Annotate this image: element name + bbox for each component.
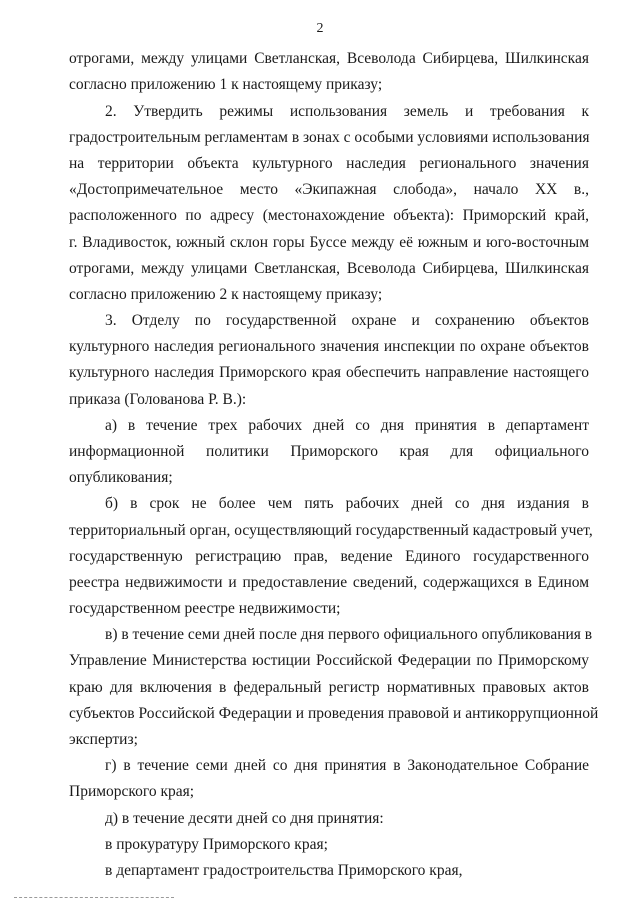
text-line: в) в течение семи дней после дня первого официального опубликования в [105, 626, 593, 643]
scan-edge-rule [14, 897, 174, 898]
text-line: г) в течение семи дней со дня принятия в Законодательное Собрание [105, 757, 589, 774]
text-line: расположенного по адресу (местонахождение объекта): Приморский край, [69, 207, 589, 224]
text-line: Приморского края; [69, 783, 195, 800]
text-line: б) в срок не более чем пять рабочих дней со дня издания в [105, 495, 589, 512]
text-line: территориальный орган, осуществляющий государственный кадастровый учет, [69, 522, 593, 539]
text-line: Управление Министерства юстиции Российской Федерации по Приморскому [69, 652, 589, 669]
text-line: в прокуратуру Приморского края; [105, 836, 328, 853]
text-line: г. Владивосток, южный склон горы Буссе между её южным и юго-восточным [69, 234, 589, 251]
text-line: «Достопримечательное место «Экипажная слобода», начало XX в., [69, 181, 589, 198]
text-line: отрогами, между улицами Светланская, Всеволода Сибирцева, Шилкинская [69, 50, 589, 67]
text-line: 3. Отделу по государственной охране и сохранению объектов [105, 312, 589, 329]
page-number: 2 [316, 21, 324, 36]
text-line: культурного наследия Приморского края обеспечить направление настоящего [69, 364, 589, 381]
text-line: согласно приложению 2 к настоящему приказу; [69, 286, 383, 303]
text-line: отрогами, между улицами Светланская, Всеволода Сибирцева, Шилкинская [69, 260, 589, 277]
text-line: приказа (Голованова Р. В.): [69, 391, 247, 408]
text-line: реестра недвижимости и предоставление сведений, содержащихся в Едином [69, 574, 589, 591]
text-line: градостроительным регламентам в зонах с особыми условиями использования [69, 129, 590, 146]
text-line: согласно приложению 1 к настоящему приказу; [69, 76, 383, 93]
text-line: опубликования; [69, 469, 173, 486]
text-line: в департамент градостроительства Приморского края, [105, 862, 463, 879]
text-line: экспертиз; [69, 731, 138, 748]
text-line: информационной политики Приморского края для официального [69, 443, 589, 460]
text-line: краю для включения в федеральный регистр нормативных правовых актов [69, 679, 589, 696]
text-line: культурного наследия регионального значения инспекции по охране объектов [69, 338, 589, 355]
text-line: на территории объекта культурного наследия регионального значения [69, 155, 589, 172]
text-line: государственную регистрацию прав, ведение Единого государственного [69, 548, 589, 565]
text-line: а) в течение трех рабочих дней со дня принятия в департамент [105, 417, 589, 434]
text-line: субъектов Российской Федерации и проведения правовой и антикоррупционной [69, 705, 599, 722]
text-line: государственном реестре недвижимости; [69, 600, 341, 617]
text-line: 2. Утвердить режимы использования земель и требования к [105, 103, 589, 120]
text-line: д) в течение десяти дней со дня принятия: [105, 810, 384, 827]
